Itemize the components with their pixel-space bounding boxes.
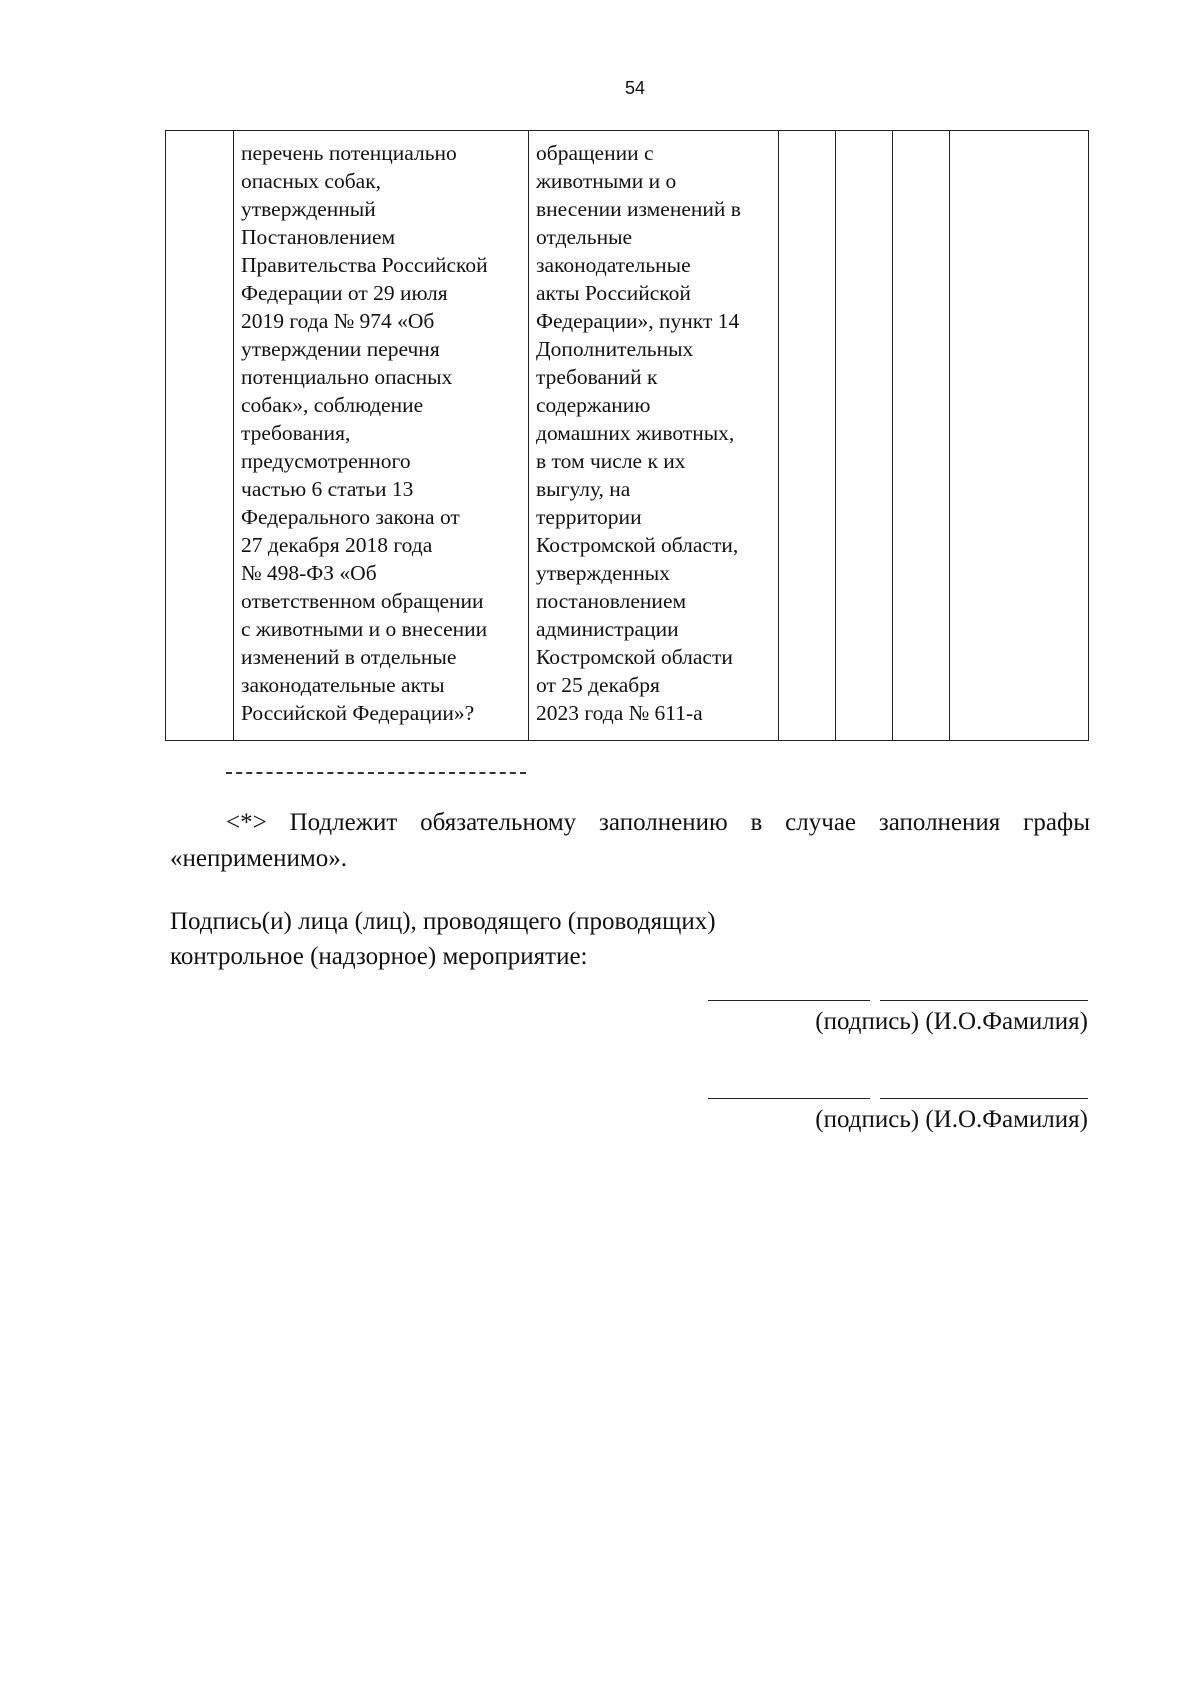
name-line [880, 1000, 1088, 1001]
page-number: 54 [624, 78, 646, 98]
signature-label: Подпись(и) лица (лиц), проводящего (проводящих) контрольное (надзорное) мероприятие: [170, 908, 716, 970]
signature-caption: (подпись) (И.О.Фамилия) [815, 1008, 1088, 1035]
signature-caption: (подпись) (И.О.Фамилия) [815, 1106, 1088, 1133]
note-cell [950, 131, 1089, 741]
name-line [880, 1098, 1088, 1099]
requirements-cell: обращении с животными и о внесении изменений в отдельные законодательные акты Российской Федерации», пункт 14 Дополнительных требований к содержанию домашних животных, в том числе к их выгулу, на территории Костромской области, утвержденных постановлением администрации Костромской области от 25 декабря 2023 года № 611-а [529, 131, 779, 741]
number-cell [166, 131, 234, 741]
answer-yes-cell [779, 131, 836, 741]
checklist-table [165, 130, 1089, 741]
signature-line [708, 1000, 870, 1001]
footnote: <*> Подлежит обязательному заполнению в случае заполнения графы «неприменимо». [170, 809, 1090, 872]
table-row [166, 131, 1089, 741]
footnote-divider [226, 772, 526, 774]
signature-block [708, 1000, 1088, 1060]
answer-no-cell [836, 131, 893, 741]
signature-line [708, 1098, 870, 1099]
signature-block [708, 1098, 1088, 1158]
question-cell: перечень потенциально опасных собак, утвержденный Постановлением Правительства Российской Федерации от 29 июля 2019 года № 974 «Об утверждении перечня потенциально опасных собак», соблюдение требования, предусмотренного частью 6 статьи 13 Федерального закона от 27 декабря 2018 года № 498-ФЗ «Об ответственном обращении с животными и о внесении изменений в отдельные законодательные акты Российской Федерации»? [234, 131, 529, 741]
answer-not-applicable-cell [893, 131, 950, 741]
